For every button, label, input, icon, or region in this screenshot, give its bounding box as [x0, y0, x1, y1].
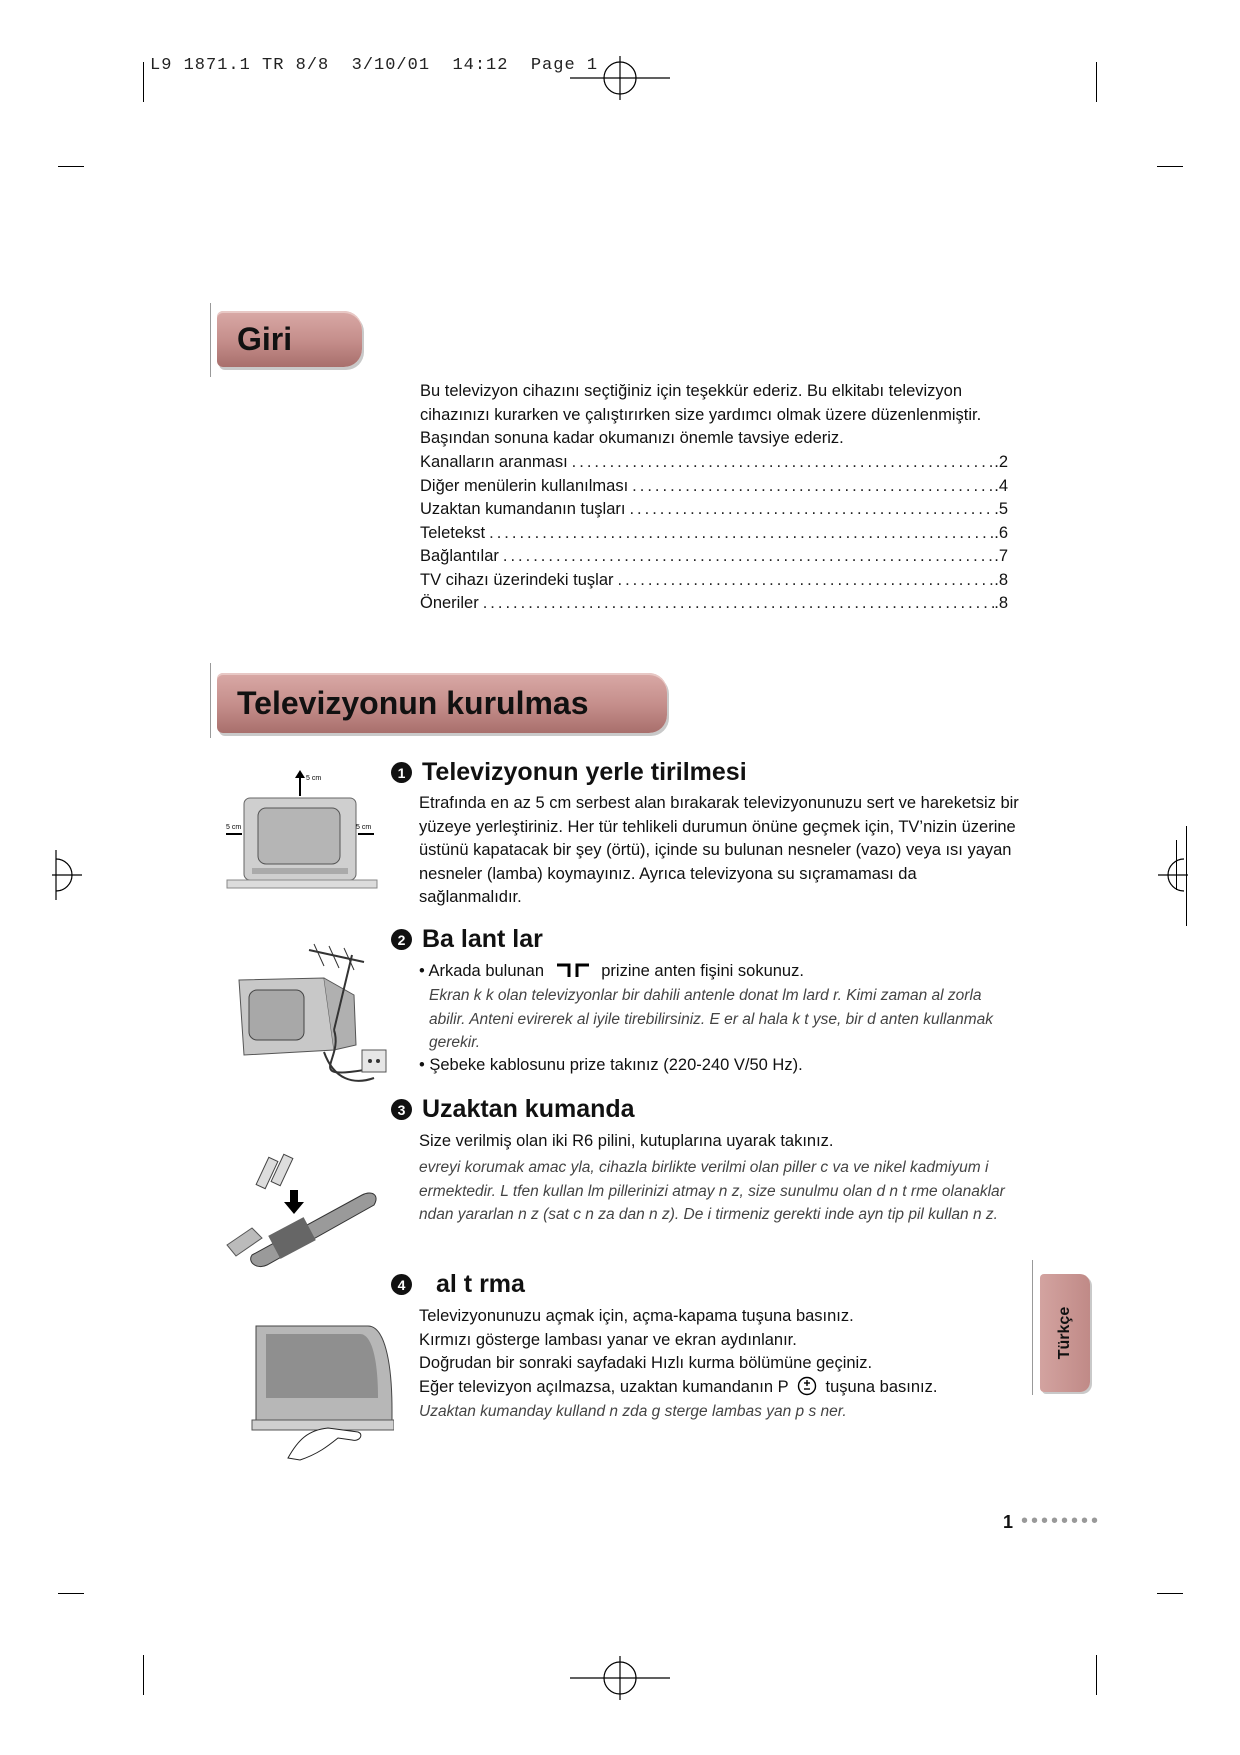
- registration-mark-left: [52, 850, 82, 900]
- operation-line-text: Eğer televizyon açılmazsa, uzaktan kumandanın P: [419, 1377, 789, 1396]
- section-number: 3: [391, 1099, 412, 1120]
- section-number: 4: [391, 1274, 412, 1295]
- remote-note: evreyi korumak amac yla, cihazla birlikte verilmi olan piller c va ve nikel kadmiyum i ermektedir. L tfen kullan lm pillerinizi atmay n z, size sunulmu olan d n t rme olanaklar ndan yararlan n z (sat c n za dan n z). De i tirmeniz gerekti inde ayn tip pil kullan n z.: [419, 1159, 1005, 1223]
- toc-label: Diğer menülerin kullanılması: [420, 476, 629, 495]
- toc-row[interactable]: [420, 451, 1008, 475]
- toc-row[interactable]: [420, 522, 1008, 546]
- bullet-text: • Arkada bulunan: [419, 962, 545, 980]
- table-of-contents: [420, 451, 1008, 616]
- toc-page: .4: [994, 476, 1008, 495]
- toc-label: TV cihazı üzerindeki tuşlar: [420, 570, 614, 589]
- toc-row[interactable]: [420, 569, 1008, 593]
- tv-clearance-top-label: 5 cm: [306, 775, 322, 782]
- operation-note: Uzaktan kumanday kulland n zda g sterge lambas yan p s ner.: [419, 1403, 847, 1420]
- setup-title-tab: [217, 673, 667, 733]
- connections-bullet-antenna: [419, 960, 1019, 984]
- tv-clearance-right-label: 5 cm: [356, 824, 372, 831]
- page-number: 1: [1003, 1512, 1014, 1532]
- section-heading: Ba lant lar: [422, 925, 543, 953]
- section-heading: Televizyonun yerle tirilmesi: [422, 758, 747, 786]
- section-title-connections: [391, 925, 543, 954]
- tv-placement-illustration: [222, 768, 378, 896]
- remote-body: Size verilmiş olan iki R6 pilini, kutuplarına uyarak takınız.: [419, 1132, 834, 1150]
- registration-mark-right: [1158, 850, 1188, 900]
- toc-page: .6: [994, 523, 1008, 542]
- operation-body: [419, 1305, 1019, 1399]
- toc-page: .8: [994, 570, 1008, 589]
- connections-bullet-power: • Şebeke kablosunu prize takınız (220-240 V/50 Hz).: [419, 1056, 803, 1074]
- remote-battery-illustration: [222, 1150, 402, 1268]
- page-number-dots: ••••••••: [1021, 1510, 1102, 1532]
- bullet-text: prizine anten fişini sokunuz.: [601, 962, 804, 980]
- toc-page: .2: [994, 453, 1008, 471]
- antenna-socket-icon: [555, 962, 591, 978]
- registration-mark-bottom: [570, 1656, 670, 1700]
- print-header: L9 1871.1 TR 8/8 3/10/01 14:12 Page 1: [150, 56, 599, 75]
- section-title-operation: [391, 1270, 525, 1299]
- operation-line: [419, 1376, 1019, 1400]
- toc-page: .7: [994, 547, 1008, 565]
- operation-line: Kırmızı gösterge lambası yanar ve ekran aydınlanır.: [419, 1330, 797, 1349]
- intro-title-tab: [217, 311, 362, 367]
- language-label: Türkçe: [1056, 1306, 1073, 1360]
- antenna-connection-illustration: [214, 940, 410, 1095]
- power-on-illustration: [248, 1320, 394, 1462]
- setup-title: Televizyonun kurulmas: [237, 684, 589, 721]
- program-plus-minus-icon: [797, 1376, 817, 1396]
- toc-label: Teletekst: [420, 523, 486, 542]
- toc-row[interactable]: [420, 592, 1008, 616]
- toc-label: Öneriler: [420, 594, 479, 612]
- toc-label: Kanalların aranması: [420, 453, 568, 471]
- toc-row[interactable]: [420, 498, 1008, 522]
- section-title-remote: [391, 1095, 635, 1124]
- operation-line: Televizyonunuzu açmak için, açma-kapama tuşuna basınız.: [419, 1307, 854, 1325]
- section-title-placement: [391, 758, 747, 787]
- intro-title: Giri: [237, 320, 293, 357]
- toc-label: Uzaktan kumandanın tuşları: [420, 500, 626, 518]
- toc-label: Bağlantılar: [420, 547, 499, 565]
- section-heading: Uzaktan kumanda: [422, 1095, 635, 1123]
- tv-clearance-left-label: 5 cm: [226, 824, 242, 831]
- registration-mark-top: [570, 56, 670, 100]
- operation-line: Doğrudan bir sonraki sayfadaki Hızlı kurma bölümüne geçiniz.: [419, 1354, 873, 1372]
- section-number: 2: [391, 929, 412, 950]
- toc-row[interactable]: [420, 475, 1008, 499]
- section-number: 1: [391, 762, 412, 783]
- toc-page: .8: [994, 594, 1008, 612]
- connections-note: Ekran k k olan televizyonlar bir dahili antenle donat lm lard r. Kimi zaman al zorla abilir. Anteni evirerek al iyile tirebilirsiniz. E er al hala k t yse, bir d anten kullanmak gerekir.: [429, 987, 993, 1051]
- placement-body: Etrafında en az 5 cm serbest alan bırakarak televizyonunuzu sert ve hareketsiz bir yüzeye yerleştiriniz. Her tür tehlikeli durumun önüne geçmek için, TV’nizin üzerine üstünü kapatacak bir şey (örtü), içinde su bulunan nesneler (vazo) veya ısı yayan nesneler (lamba) koymayınız. Ayrıca televizyona su sıçramaması da sağlanmalıdır.: [419, 794, 1019, 906]
- operation-line-text: tuşuna basınız.: [825, 1377, 938, 1396]
- language-side-tab: [1040, 1274, 1090, 1392]
- intro-paragraph: Bu televizyon cihazını seçtiğiniz için teşekkür ederiz. Bu elkitabı televizyon cihazınızı kurarken ve çalıştırırken size yardımcı olmak üzere düzenlenmiştir. Başından sonuna kadar okumanızı önemle tavsiye ederiz.: [420, 382, 982, 447]
- toc-page: .5: [994, 500, 1008, 518]
- toc-row[interactable]: [420, 545, 1008, 569]
- section-heading: al t rma: [436, 1270, 525, 1298]
